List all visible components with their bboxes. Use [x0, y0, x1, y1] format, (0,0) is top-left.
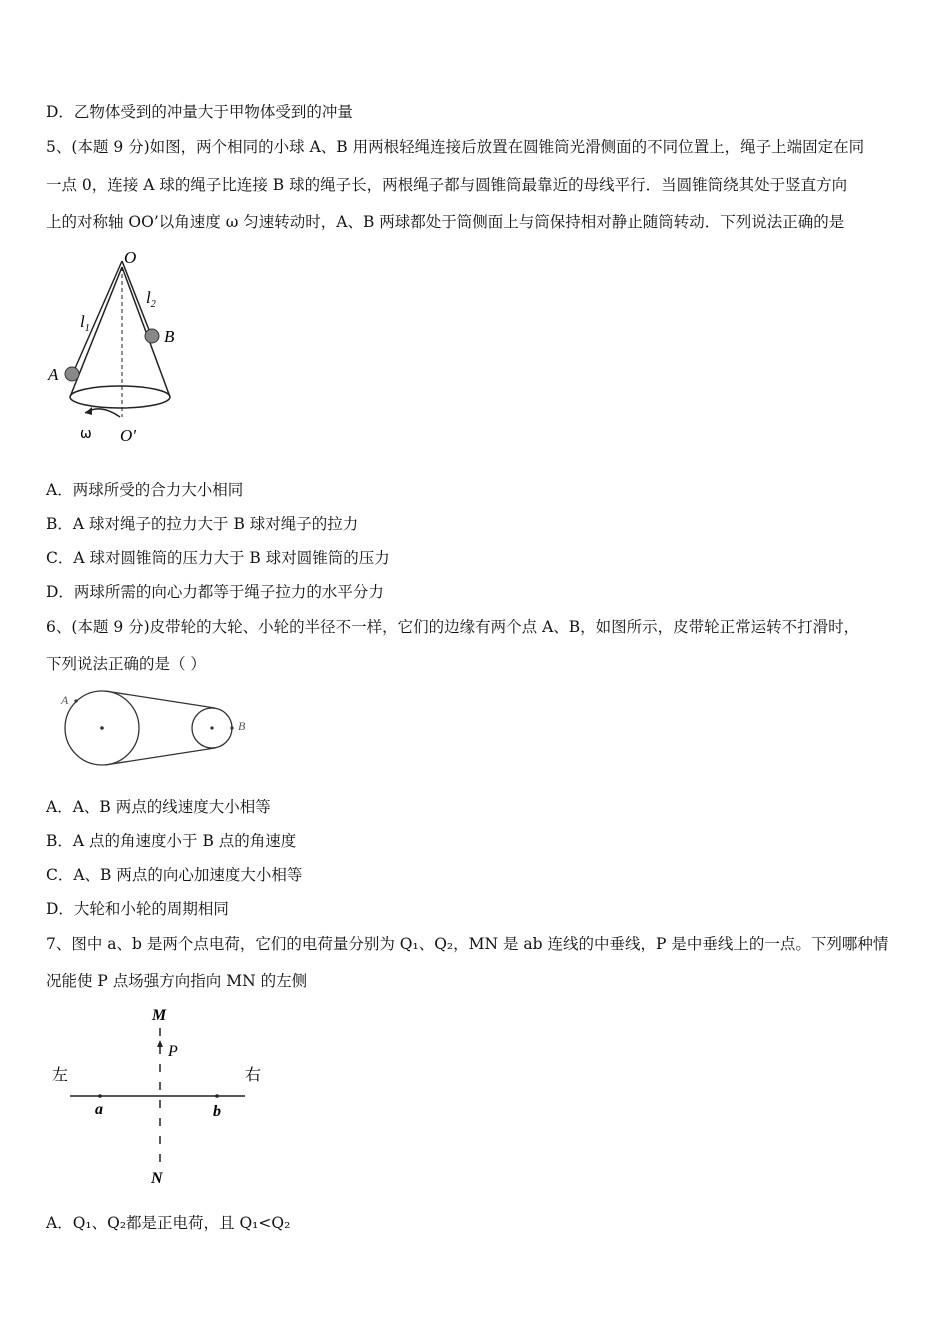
cone-base [70, 386, 170, 408]
q6-option-b: B．A 点的角速度小于 B 点的角速度 [46, 832, 297, 850]
q7-option-a: A．Q₁、Q₂都是正电荷，且 Q₁<Q₂ [46, 1214, 291, 1232]
label-b: B [238, 719, 246, 733]
label-right: 右 [245, 1065, 262, 1084]
q6-stem-line1: 6、(本题 9 分)皮带轮的大轮、小轮的半径不一样，它们的边缘有两个点 A、B，如图所示，皮带轮正常运转不打滑时， [46, 618, 860, 636]
q5-option-c: C．A 球对圆锥筒的压力大于 B 球对圆锥筒的压力 [46, 549, 390, 567]
label-b: b [213, 1103, 221, 1120]
point-a [74, 699, 77, 702]
ball-a [65, 367, 79, 381]
q6-option-a: A．A、B 两点的线速度大小相等 [46, 798, 271, 816]
q6-option-d: D．大轮和小轮的周期相同 [46, 900, 229, 918]
q6-stem-line2: 下列说法正确的是（ ） [46, 655, 206, 673]
q5-option-a: A．两球所受的合力大小相同 [46, 481, 244, 499]
label-o: O [124, 248, 137, 267]
q5-option-d: D．两球所需的向心力都等于绳子拉力的水平分力 [46, 583, 384, 601]
charges-figure [45, 1000, 275, 1190]
q4-option-d: D．乙物体受到的冲量大于甲物体受到的冲量 [46, 103, 353, 121]
label-l1: $l_1$ [80, 312, 90, 334]
p-point-marker [157, 1040, 163, 1047]
charge-a [98, 1094, 102, 1098]
label-l2: $l_2$ [146, 288, 156, 310]
q5-stem-line2: 一点 0，连接 A 球的绳子比连接 B 球的绳子长，两根绳子都与圆锥筒最靠近的母线平行．当圆锥筒绕其处于竖直方向 [46, 176, 848, 194]
label-omega: ω [80, 426, 92, 442]
label-a: A [48, 365, 59, 384]
label-a: a [95, 1101, 103, 1118]
small-wheel-center [210, 726, 213, 729]
belt-top [105, 691, 215, 708]
charge-b [215, 1094, 219, 1098]
label-o-prime: O' [120, 426, 136, 445]
q5-stem-line3: 上的对称轴 OO’以角速度 ω 匀速转动时，A、B 两球都处于筒侧面上与筒保持相对静止随筒转动．下列说法正确的是 [46, 213, 845, 231]
q5-option-b: B．A 球对绳子的拉力大于 B 球对绳子的拉力 [46, 515, 359, 533]
belt-bottom [105, 748, 215, 765]
label-left: 左 [52, 1065, 69, 1084]
label-a: A [61, 693, 69, 707]
ball-b [145, 329, 159, 343]
q7-stem-line2: 况能使 P 点场强方向指向 MN 的左侧 [46, 972, 308, 990]
rotation-arrowhead [85, 407, 92, 415]
label-m: M [152, 1007, 167, 1024]
label-p: P [168, 1043, 178, 1060]
q7-stem-line1: 7、图中 a、b 是两个点电荷，它们的电荷量分别为 Q₁、Q₂，MN 是 ab 连线的中垂线，P 是中垂线上的一点。下列哪种情 [46, 935, 889, 953]
label-b: B [164, 327, 175, 346]
point-b [230, 726, 233, 729]
label-n: N [151, 1170, 163, 1187]
q5-stem-line1: 5、(本题 9 分)如图，两个相同的小球 A、B 用两根轻绳连接后放置在圆锥筒光滑侧面的不同位置上，绳子上端固定在同 [46, 138, 865, 156]
large-wheel-center [100, 726, 104, 730]
pulley-figure [55, 688, 260, 778]
q6-option-c: C．A、B 两点的向心加速度大小相等 [46, 866, 303, 884]
cone-figure [40, 245, 200, 450]
